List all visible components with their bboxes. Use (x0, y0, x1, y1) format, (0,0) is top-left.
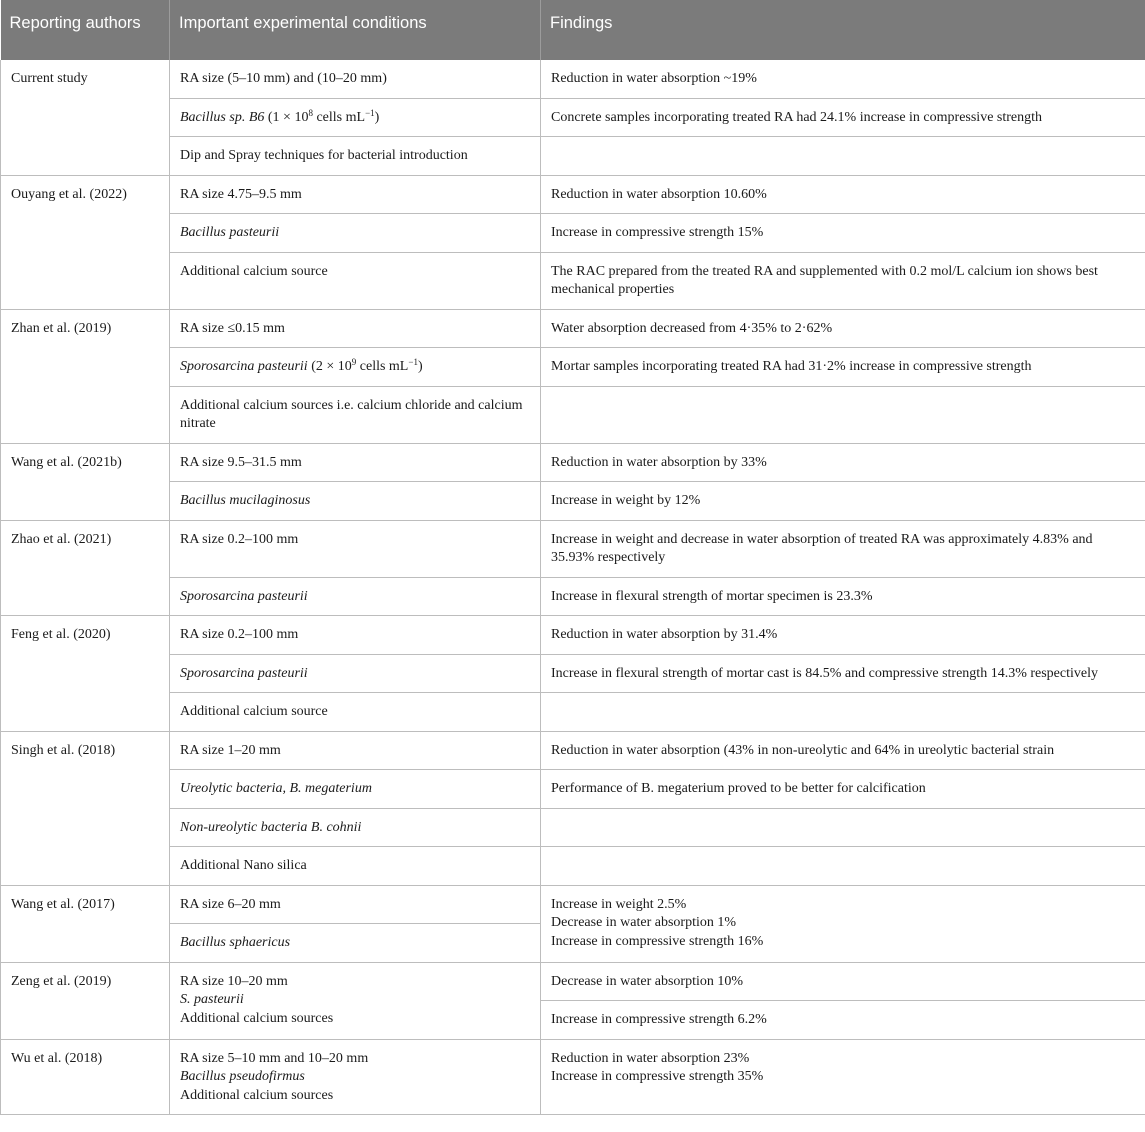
condition-cell: RA size 6–20 mm (170, 885, 541, 924)
condition-cell: RA size 1–20 mm (170, 731, 541, 770)
condition-line: S. pasteurii (180, 992, 244, 1007)
header-reporting-authors: Reporting authors (1, 0, 170, 60)
condition-cell: Bacillus mucilaginosus (170, 482, 541, 521)
condition-line: Bacillus pseudofirmus (180, 1069, 305, 1084)
condition-cell: RA size 9.5–31.5 mm (170, 443, 541, 482)
condition-cell (170, 1039, 541, 1115)
finding-line: Reduction in water absorption 23% (551, 1050, 750, 1066)
table-row (1, 60, 1145, 98)
finding-line: Decrease in water absorption 1% (551, 915, 737, 930)
table-row (1, 885, 1145, 924)
finding-line: Increase in compressive strength 16% (551, 933, 764, 949)
table-row (1, 482, 1145, 521)
table-row (1, 348, 1145, 387)
condition-cell (170, 962, 541, 1039)
table-row (1, 770, 1145, 809)
table-row (1, 1039, 1145, 1115)
author-cell: Zhan et al. (2019) (1, 309, 170, 443)
finding-cell: Reduction in water absorption ~19% (541, 60, 1145, 98)
condition-cell: Sporosarcina pasteurii (170, 654, 541, 693)
table-row (1, 962, 1145, 1001)
finding-cell: Reduction in water absorption (43% in non-ureolytic and 64% in ureolytic bacterial strain (541, 731, 1145, 770)
condition-cell: RA size 4.75–9.5 mm (170, 175, 541, 214)
condition-cell: Additional calcium sources i.e. calcium chloride and calcium nitrate (170, 386, 541, 443)
author-cell: Feng et al. (2020) (1, 616, 170, 732)
finding-cell: Increase in flexural strength of mortar cast is 84.5% and compressive strength 14.3% respectively (541, 654, 1145, 693)
condition-cell: Dip and Spray techniques for bacterial introduction (170, 137, 541, 176)
finding-cell (541, 1039, 1145, 1115)
table-row (1, 252, 1145, 309)
condition-cell: Bacillus pasteurii (170, 214, 541, 253)
finding-cell: Reduction in water absorption by 31.4% (541, 616, 1145, 655)
condition-cell: Bacillus sphaericus (170, 924, 541, 963)
finding-cell: Increase in weight by 12% (541, 482, 1145, 521)
table-row (1, 386, 1145, 443)
author-cell: Ouyang et al. (2022) (1, 175, 170, 309)
table-row (1, 309, 1145, 348)
finding-line: Increase in compressive strength 35% (551, 1069, 764, 1084)
condition-cell: Ureolytic bacteria, B. megaterium (170, 770, 541, 809)
condition-cell: Sporosarcina pasteurii ($2 \times 10^9$ cells $mL^{-1}$) (170, 348, 541, 387)
author-cell: Zhao et al. (2021) (1, 520, 170, 616)
finding-cell: Water absorption decreased from 4·35% to 2·62% (541, 309, 1145, 348)
condition-line: RA size 5–10 mm and 10–20 mm (180, 1050, 369, 1066)
condition-cell: Bacillus sp. B6 ($1 \times 10^8$ cells $mL^{-1}$) (170, 98, 541, 137)
finding-cell: Concrete samples incorporating treated RA had 24.1% increase in compressive strength (541, 98, 1145, 137)
condition-cell: Additional Nano silica (170, 847, 541, 886)
table-row (1, 175, 1145, 214)
author-cell: Wang et al. (2017) (1, 885, 170, 962)
table-row (1, 731, 1145, 770)
table-row (1, 577, 1145, 616)
author-cell: Wang et al. (2021b) (1, 443, 170, 520)
table-row (1, 98, 1145, 137)
author-cell: Singh et al. (2018) (1, 731, 170, 885)
table-row (1, 520, 1145, 577)
finding-cell: Performance of B. megaterium proved to be better for calcification (541, 770, 1145, 809)
finding-cell: Reduction in water absorption by 33% (541, 443, 1145, 482)
condition-line: Additional calcium sources (180, 1010, 334, 1026)
finding-cell: Reduction in water absorption 10.60% (541, 175, 1145, 214)
condition-cell: RA size (5–10 mm) and (10–20 mm) (170, 60, 541, 98)
finding-cell (541, 137, 1145, 176)
condition-cell: RA size ≤0.15 mm (170, 309, 541, 348)
species-name: Bacillus sp. B6 (180, 109, 265, 125)
table-row (1, 808, 1145, 847)
condition-cell: Additional calcium source (170, 693, 541, 732)
table-row (1, 137, 1145, 176)
finding-cell: Decrease in water absorption 10% (541, 962, 1145, 1001)
condition-line: Additional calcium sources (180, 1087, 334, 1103)
condition-cell: Non-ureolytic bacteria B. cohnii (170, 808, 541, 847)
table-row (1, 443, 1145, 482)
header-experimental-conditions: Important experimental conditions (170, 0, 541, 60)
finding-cell (541, 808, 1145, 847)
table-row (1, 693, 1145, 732)
author-cell: Current study (1, 60, 170, 175)
finding-cell: The RAC prepared from the treated RA and supplemented with 0.2 mol/L calcium ion shows best mechanical properties (541, 252, 1145, 309)
finding-cell: Mortar samples incorporating treated RA had 31·2% increase in compressive strength (541, 348, 1145, 387)
table-row (1, 616, 1145, 655)
finding-cell: Increase in weight and decrease in water absorption of treated RA was approximately 4.83% and 35.93% respectively (541, 520, 1145, 577)
header-findings: Findings (541, 0, 1145, 60)
condition-cell: RA size 0.2–100 mm (170, 616, 541, 655)
finding-cell: Increase in compressive strength 15% (541, 214, 1145, 253)
finding-cell (541, 885, 1145, 962)
table-row (1, 654, 1145, 693)
finding-line: Increase in weight 2.5% (551, 896, 687, 912)
author-cell: Wu et al. (2018) (1, 1039, 170, 1115)
author-cell: Zeng et al. (2019) (1, 962, 170, 1039)
header-row (1, 0, 1145, 60)
finding-cell: Increase in compressive strength 6.2% (541, 1001, 1145, 1040)
finding-cell (541, 386, 1145, 443)
species-name: Sporosarcina pasteurii (180, 359, 308, 374)
finding-cell: Increase in flexural strength of mortar specimen is 23.3% (541, 577, 1145, 616)
finding-cell (541, 847, 1145, 886)
condition-cell: Sporosarcina pasteurii (170, 577, 541, 616)
finding-cell (541, 693, 1145, 732)
condition-cell: Additional calcium source (170, 252, 541, 309)
table-row (1, 214, 1145, 253)
condition-cell: RA size 0.2–100 mm (170, 520, 541, 577)
table-row (1, 847, 1145, 886)
condition-line: RA size 10–20 mm (180, 973, 288, 989)
